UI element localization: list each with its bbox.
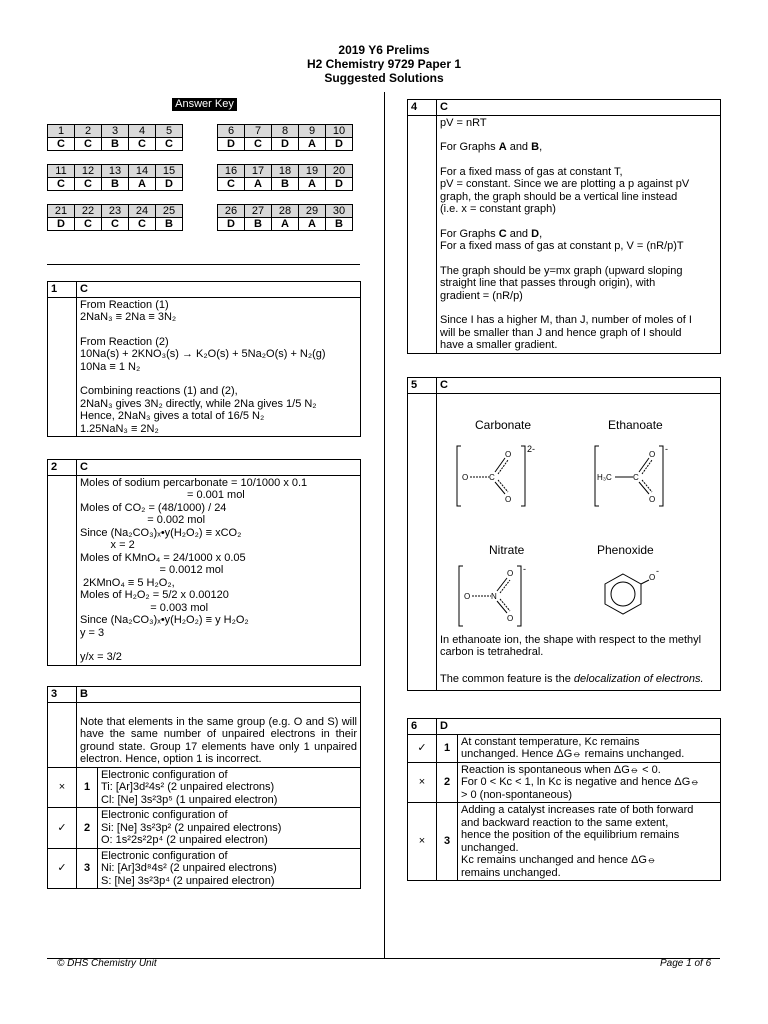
- answer-cell: D: [326, 138, 353, 151]
- text-line: Electronic configuration of: [101, 768, 228, 781]
- question-5-text: [440, 634, 716, 686]
- option-explanation: [458, 762, 721, 803]
- question-number: 5: [408, 378, 437, 394]
- text-line: Since (Na₂CO₃)ₓ•y(H₂O₂) ≡ xCO₂: [80, 526, 242, 539]
- answer-letter: C: [437, 100, 721, 116]
- answer-cell: C: [129, 138, 156, 151]
- svg-text:C: C: [489, 472, 495, 482]
- answer-cell: B: [245, 218, 272, 231]
- answer-letter: D: [437, 719, 721, 735]
- answer-cell: A: [272, 218, 299, 231]
- svg-text:-: -: [523, 563, 526, 574]
- text-line: unchanged.: [461, 841, 519, 854]
- question-number-cell: 13: [102, 165, 129, 178]
- answer-cell: B: [272, 178, 299, 191]
- text-line: pV = constant. Since we are plotting a p against pV: [440, 178, 690, 190]
- graphs-ab-heading: For Graphs A and B,: [440, 141, 543, 153]
- question-number-cell: 8: [272, 125, 299, 138]
- text-line: gradient = (nR/p): [440, 289, 523, 302]
- tick-icon: ✓: [408, 734, 437, 762]
- question-number-cell: 15: [156, 165, 183, 178]
- svg-text:-: -: [656, 565, 659, 576]
- question-number-cell: 17: [245, 165, 272, 178]
- question-number-cell: 12: [75, 165, 102, 178]
- option-number: 3: [437, 803, 458, 881]
- text-line: Moles of sodium percarbonate = 10/1000 x 0.1: [80, 476, 308, 489]
- answer-cell: A: [299, 178, 326, 191]
- question-number-cell: 21: [48, 205, 75, 218]
- text-line: = 0.002 mol: [80, 514, 206, 526]
- answer-key-label: Answer Key: [172, 98, 237, 111]
- answer-cell: D: [48, 218, 75, 231]
- text-line: Reaction is spontaneous when ΔG⦵ < 0.: [461, 763, 661, 776]
- question-number-cell: 29: [299, 205, 326, 218]
- question-number-cell: 3: [102, 125, 129, 138]
- text-line: Ti: [Ar]3d²4s² (2 unpaired electrons): [101, 781, 275, 793]
- text-line: Since I has a higher M, than J, number of moles of I: [440, 314, 692, 326]
- text-line: Moles of CO₂ = (48/1000) / 24: [80, 501, 227, 514]
- question-number-cell: 1: [48, 125, 75, 138]
- answer-cell: C: [245, 138, 272, 151]
- question-number-cell: 18: [272, 165, 299, 178]
- text-line: Moles of H₂O₂ = 5/2 x 0.00120: [80, 589, 229, 601]
- svg-text:O: O: [649, 572, 656, 582]
- question-number-cell: 11: [48, 165, 75, 178]
- question-5-content: [437, 393, 721, 690]
- cross-icon: ×: [408, 762, 437, 803]
- text-line: O: 1s²2s²2p⁴ (2 unpaired electron): [101, 834, 268, 846]
- text-line: [80, 324, 357, 336]
- answer-key-block: [217, 124, 353, 151]
- text-line: The graph should be y=mx graph (upward sloping: [440, 264, 683, 277]
- phenoxide-label: Phenoxide: [597, 542, 654, 557]
- option-explanation: [98, 767, 361, 808]
- carbonate-label: Carbonate: [475, 417, 532, 432]
- cross-icon: ×: [48, 767, 77, 808]
- svg-text:O: O: [507, 613, 514, 623]
- svg-text:C: C: [633, 472, 639, 482]
- text-line: 2NaN₃ gives 3N₂ directly, while 2Na gives 1/5 N₂: [80, 397, 317, 410]
- answer-cell: D: [218, 138, 245, 151]
- option-number: 2: [77, 808, 98, 849]
- answer-cell: C: [102, 218, 129, 231]
- text-line: = 0.001 mol: [80, 489, 245, 501]
- gradient-text: [440, 265, 717, 303]
- question-number-cell: 6: [218, 125, 245, 138]
- text-line: [80, 639, 357, 651]
- ethanoate-label: Ethanoate: [608, 417, 663, 432]
- question-4-explanation: [437, 115, 721, 353]
- text-line: and backward reaction to the same extent,: [461, 816, 669, 829]
- graphs-ab-text: [440, 166, 717, 216]
- question-number-cell: 23: [102, 205, 129, 218]
- text-line: hence the position of the equilibrium remains: [461, 829, 680, 841]
- text-line: = 0.0012 mol: [80, 564, 224, 576]
- text-line: will be smaller than J and hence graph of I should: [440, 326, 682, 339]
- answer-letter: B: [77, 687, 361, 703]
- question-number-cell: 5: [156, 125, 183, 138]
- answer-letter: C: [77, 282, 361, 298]
- text-line: Cl: [Ne] 3s²3p⁵ (1 unpaired electron): [101, 793, 278, 806]
- svg-text:O: O: [462, 472, 469, 482]
- nitrate-structure: [459, 564, 526, 626]
- question-number: 2: [48, 460, 77, 476]
- svg-text:O: O: [649, 494, 656, 504]
- question-3-note: Note that elements in the same group (e.g. O and S) will have the same number of unpaired electrons in their ground state. Group 17 elements have only 1 unpaired electron. Hence, option 1 is incorrect.: [77, 702, 361, 767]
- option-explanation: [458, 734, 721, 762]
- ethanoate-shape-note: In ethanoate ion, the shape with respect to the methyl carbon is tetrahedral.: [440, 633, 702, 658]
- text-line: have a smaller gradient.: [440, 339, 558, 351]
- question-number-cell: 7: [245, 125, 272, 138]
- graphs-cd-heading: For Graphs C and D,: [440, 227, 543, 240]
- svg-text:H₃C: H₃C: [597, 472, 612, 482]
- question-number-cell: 20: [326, 165, 353, 178]
- question-1-explanation: [77, 297, 361, 437]
- text-line: Combining reactions (1) and (2),: [80, 385, 238, 397]
- answer-cell: A: [299, 138, 326, 151]
- footer-left: © DHS Chemistry Unit: [57, 958, 157, 969]
- text-line: 2KMnO₄ ≡ 5 H₂O₂,: [80, 576, 175, 589]
- question-number-cell: 25: [156, 205, 183, 218]
- graphs-cd-text: For a fixed mass of gas at constant p, V = (nR/p)T: [440, 240, 684, 252]
- text-line: For 0 < Kc < 1, ln Kc is negative and hence ΔG⦵: [461, 776, 700, 788]
- svg-text:O: O: [505, 494, 512, 504]
- question-number-cell: 10: [326, 125, 353, 138]
- answer-cell: B: [102, 178, 129, 191]
- answer-cell: B: [326, 218, 353, 231]
- answer-cell: B: [102, 138, 129, 151]
- svg-text:O: O: [507, 568, 514, 578]
- answer-cell: C: [75, 218, 102, 231]
- common-feature-note: The common feature is the delocalization of electrons.: [440, 672, 704, 685]
- answer-letter: C: [77, 460, 361, 476]
- question-number-cell: 30: [326, 205, 353, 218]
- question-number-cell: 24: [129, 205, 156, 218]
- question-2-explanation: [77, 475, 361, 665]
- answer-cell: C: [48, 178, 75, 191]
- answer-cell: D: [326, 178, 353, 191]
- answer-cell: A: [245, 178, 272, 191]
- question-number-cell: 16: [218, 165, 245, 178]
- text-line: From Reaction (2): [80, 335, 169, 348]
- page-title: 2019 Y6 Prelims: [338, 43, 430, 57]
- svg-text:O: O: [649, 449, 656, 459]
- text-line: 10Na(s) + 2KNO₃(s) → K₂O(s) + 5Na₂O(s) + N₂(g): [80, 348, 326, 360]
- nitrate-label: Nitrate: [489, 542, 525, 557]
- page-subtitle: H2 Chemistry 9729 Paper 1: [306, 57, 462, 71]
- text-line: [80, 373, 357, 385]
- text-line: At constant temperature, Kc remains: [461, 735, 640, 748]
- answer-cell: B: [156, 218, 183, 231]
- svg-text:O: O: [464, 591, 471, 601]
- text-line: Adding a catalyst increases rate of both forward: [461, 804, 694, 816]
- text-line: straight line that passes through origin), with: [440, 277, 656, 289]
- answer-key-block: [47, 124, 183, 151]
- text-line: 1.25NaN₃ ≡ 2N₂: [80, 422, 159, 435]
- text-line: x = 2: [80, 539, 135, 551]
- question-6-table: [407, 718, 721, 881]
- text-line: graph, the graph should be a vertical line instead: [440, 190, 678, 203]
- answer-cell: C: [156, 138, 183, 151]
- question-number-cell: 2: [75, 125, 102, 138]
- question-number-cell: 19: [299, 165, 326, 178]
- answer-cell: C: [129, 218, 156, 231]
- question-5-table: [407, 377, 721, 691]
- text-line: Kc remains unchanged and hence ΔG⦵: [461, 854, 657, 866]
- answer-cell: C: [218, 178, 245, 191]
- column-divider: [384, 92, 385, 958]
- text-line: Hence, 2NaN₃ gives a total of 16/5 N₂: [80, 410, 265, 422]
- structures-diagram: [437, 394, 721, 623]
- text-line: Electronic configuration of: [101, 809, 228, 821]
- svg-text:N: N: [491, 591, 497, 601]
- text-line: y = 3: [80, 626, 105, 639]
- text-line: From Reaction (1): [80, 298, 169, 311]
- question-4-table: [407, 99, 721, 354]
- question-number-cell: 27: [245, 205, 272, 218]
- answer-letter: C: [437, 378, 721, 394]
- answer-cell: A: [129, 178, 156, 191]
- question-1-table: [47, 281, 361, 437]
- text-line: Electronic configuration of: [101, 849, 228, 862]
- question-number: 3: [48, 687, 77, 703]
- answer-cell: A: [299, 218, 326, 231]
- cross-icon: ×: [408, 803, 437, 881]
- answer-cell: C: [75, 178, 102, 191]
- answer-key-block: [217, 204, 353, 231]
- answer-cell: D: [218, 218, 245, 231]
- carbonate-structure: [457, 444, 535, 506]
- text-line: 10Na ≡ 1 N₂: [80, 360, 141, 373]
- option-number: 2: [437, 762, 458, 803]
- tick-icon: ✓: [48, 808, 77, 849]
- question-number-cell: 9: [299, 125, 326, 138]
- phenoxide-structure: [605, 566, 659, 614]
- answer-cell: C: [48, 138, 75, 151]
- text-line: (i.e. x = constant graph): [440, 203, 556, 215]
- answer-cell: D: [272, 138, 299, 151]
- page-subtitle-2: Suggested Solutions: [324, 71, 444, 85]
- option-number: 3: [77, 848, 98, 889]
- question-number-cell: 26: [218, 205, 245, 218]
- equation: pV = nRT: [440, 116, 487, 129]
- text-line: For a fixed mass of gas at constant T,: [440, 165, 623, 178]
- option-number: 1: [77, 767, 98, 808]
- conclusion-text: [440, 314, 717, 352]
- question-2-table: [47, 459, 361, 666]
- page-number: Page 1 of 6: [660, 958, 712, 969]
- text-line: > 0 (non-spontaneous): [461, 788, 572, 801]
- divider: [47, 264, 360, 265]
- answer-key-block: [217, 164, 353, 191]
- answer-cell: C: [75, 138, 102, 151]
- question-number-cell: 22: [75, 205, 102, 218]
- question-number: 4: [408, 100, 437, 116]
- ethanoate-structure: [595, 444, 668, 506]
- question-number-cell: 14: [129, 165, 156, 178]
- option-explanation: [458, 803, 721, 881]
- text-line: remains unchanged.: [461, 866, 561, 879]
- text-line: Moles of KMnO₄ = 24/1000 x 0.05: [80, 551, 246, 564]
- text-line: S: [Ne] 3s²3p⁴ (2 unpaired electron): [101, 874, 275, 887]
- svg-text:2-: 2-: [527, 443, 536, 454]
- text-line: = 0.003 mol: [80, 601, 209, 614]
- question-3-table: [47, 686, 361, 889]
- text-line: 2NaN₃ ≡ 2Na ≡ 3N₂: [80, 311, 177, 323]
- option-number: 1: [437, 734, 458, 762]
- answer-cell: D: [156, 178, 183, 191]
- question-number: 6: [408, 719, 437, 735]
- text-line: Si: [Ne] 3s²3p² (2 unpaired electrons): [101, 821, 282, 834]
- text-line: Ni: [Ar]3d⁸4s² (2 unpaired electrons): [101, 862, 277, 874]
- text-line: unchanged. Hence ΔG⦵ remains unchanged.: [461, 748, 685, 760]
- option-explanation: [98, 848, 361, 889]
- option-explanation: [98, 808, 361, 849]
- text-line: y/x = 3/2: [80, 651, 122, 663]
- question-number-cell: 28: [272, 205, 299, 218]
- tick-icon: ✓: [48, 848, 77, 889]
- answer-key-block: [47, 204, 183, 231]
- text-line: Since (Na₂CO₃)ₓ•y(H₂O₂) ≡ y H₂O₂: [80, 614, 249, 626]
- answer-key-block: [47, 164, 183, 191]
- question-number: 1: [48, 282, 77, 298]
- svg-text:-: -: [665, 443, 668, 454]
- svg-text:O: O: [505, 449, 512, 459]
- question-number-cell: 4: [129, 125, 156, 138]
